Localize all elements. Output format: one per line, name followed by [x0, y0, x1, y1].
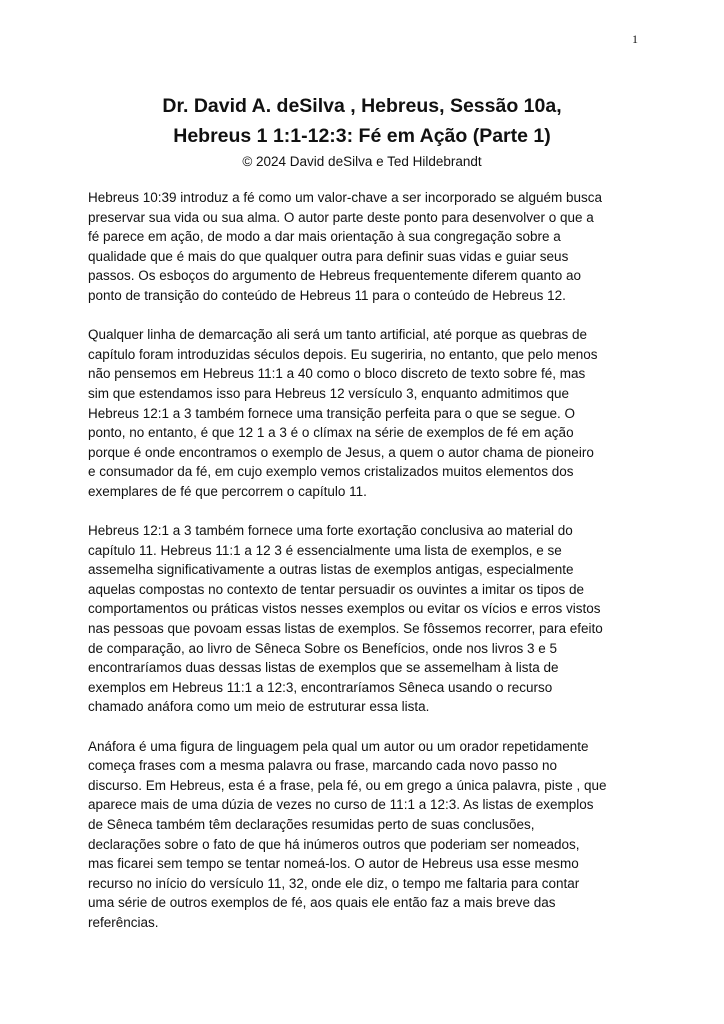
text-line: começa frases com a mesma palavra ou frase, marcando cada novo passo no: [88, 758, 557, 774]
text-line: exemplares de fé que percorrem o capítulo 11.: [88, 483, 367, 499]
paragraph-4: [88, 737, 648, 933]
text-line: fé parece em ação, de modo a dar mais orientação à sua congregação sobre a: [88, 229, 561, 245]
copyright: © 2024 David deSilva e Ted Hildebrandt: [242, 154, 482, 169]
text-line: declarações sobre o fato de que há inúmeros outros que poderiam ser nomeados,: [88, 836, 580, 852]
text-line: passos. Os esboços do argumento de Hebreus frequentemente diferem quanto ao: [88, 268, 582, 284]
text-line: porque é onde encontramos o exemplo de Jesus, a quem o autor chama de pioneiro: [88, 444, 594, 460]
text-line: e consumador da fé, em cujo exemplo vemos cristalizados muitos elementos dos: [88, 464, 574, 480]
text-line: discurso. Em Hebreus, esta é a frase, pela fé, ou em grego a única palavra, piste , que: [88, 777, 607, 793]
text-line: referências.: [88, 914, 159, 930]
document-body: [88, 188, 648, 952]
document-header: [0, 91, 724, 171]
text-line: uma série de outros exemplos de fé, aos quais ele então faz a mais breve das: [88, 895, 556, 911]
page-number: 1: [632, 32, 638, 46]
text-line: aquelas compostas no contexto de tentar persuadir os ouvintes a imitar os tipos de: [88, 581, 585, 597]
text-line: ponto de transição do conteúdo de Hebreus 11 para o conteúdo de Hebreus 12.: [88, 287, 566, 303]
text-line: Hebreus 12:1 a 3 também fornece uma forte exortação conclusiva ao material do: [88, 523, 573, 539]
text-line: Anáfora é uma figura de linguagem pela qual um autor ou um orador repetidamente: [88, 738, 589, 754]
text-line: sim que estendamos isso para Hebreus 12 versículo 3, enquanto admitimos que: [88, 385, 570, 401]
title-line-2: Hebreus 1 1:1-12:3: Fé em Ação (Parte 1): [173, 125, 551, 147]
text-line: recurso no início do versículo 11, 32, onde ele diz, o tempo me faltaria para contar: [88, 875, 580, 891]
title-line-1: Dr. David A. deSilva , Hebreus, Sessão 10a,: [162, 95, 562, 117]
paragraph-1: [88, 188, 648, 306]
text-line: Hebreus 12:1 a 3 também fornece uma transição perfeita para o que se segue. O: [88, 405, 576, 421]
text-line: assemelha significativamente a outras listas de exemplos antigas, especialmente: [88, 562, 574, 578]
text-line: encontraríamos duas dessas listas de exemplos que se assemelham à lista de: [88, 660, 559, 676]
text-line: de Sêneca também têm declarações resumidas perto de suas conclusões,: [88, 817, 535, 832]
text-line: comportamentos ou práticas vistos nesses exemplos ou evitar os vícios e erros vistos: [88, 601, 601, 617]
text-line: ponto, no entanto, é que 12 1 a 3 é o clímax na série de exemplos de fé em ação: [88, 425, 574, 441]
text-line: aparece mais de uma dúzia de vezes no curso de 11:1 a 12:3. As listas de exemplos: [88, 797, 594, 813]
text-line: Hebreus 10:39 introduz a fé como um valor-chave a ser incorporado se alguém busca: [88, 190, 603, 205]
text-line: qualidade que é mais do que qualquer outra para definir suas vidas e guiar seus: [88, 248, 569, 264]
text-line: exemplos em Hebreus 11:1 a 12:3, encontraríamos Sêneca usando o recurso: [88, 679, 553, 695]
text-line: de comparação, ao livro de Sêneca Sobre os Benefícios, onde nos livros 3 e 5: [88, 640, 558, 656]
text-line: não pensemos em Hebreus 11:1 a 40 como o bloco discreto de texto sobre fé, mas: [88, 366, 586, 382]
text-line: nas pessoas que povoam essas listas de exemplos. Se fôssemos recorrer, para efeito: [88, 621, 603, 637]
paragraph-3: [88, 521, 648, 717]
text-line: preservar sua vida ou sua alma. O autor parte deste ponto para desenvolver o que a: [88, 209, 594, 225]
paragraph-2: [88, 325, 648, 501]
text-line: mas ficarei sem tempo se tentar nomeá-los. O autor de Hebreus usa esse mesmo: [88, 856, 579, 872]
text-line: capítulo 11. Hebreus 11:1 a 12 3 é essencialmente uma lista de exemplos, e se: [88, 542, 562, 558]
text-line: Qualquer linha de demarcação ali será um tanto artificial, até porque as quebras de: [88, 327, 588, 343]
text-line: chamado anáfora como um meio de estruturar essa lista.: [88, 699, 430, 715]
text-line: capítulo foram introduzidas séculos depois. Eu sugeriria, no entanto, que pelo menos: [88, 346, 598, 362]
